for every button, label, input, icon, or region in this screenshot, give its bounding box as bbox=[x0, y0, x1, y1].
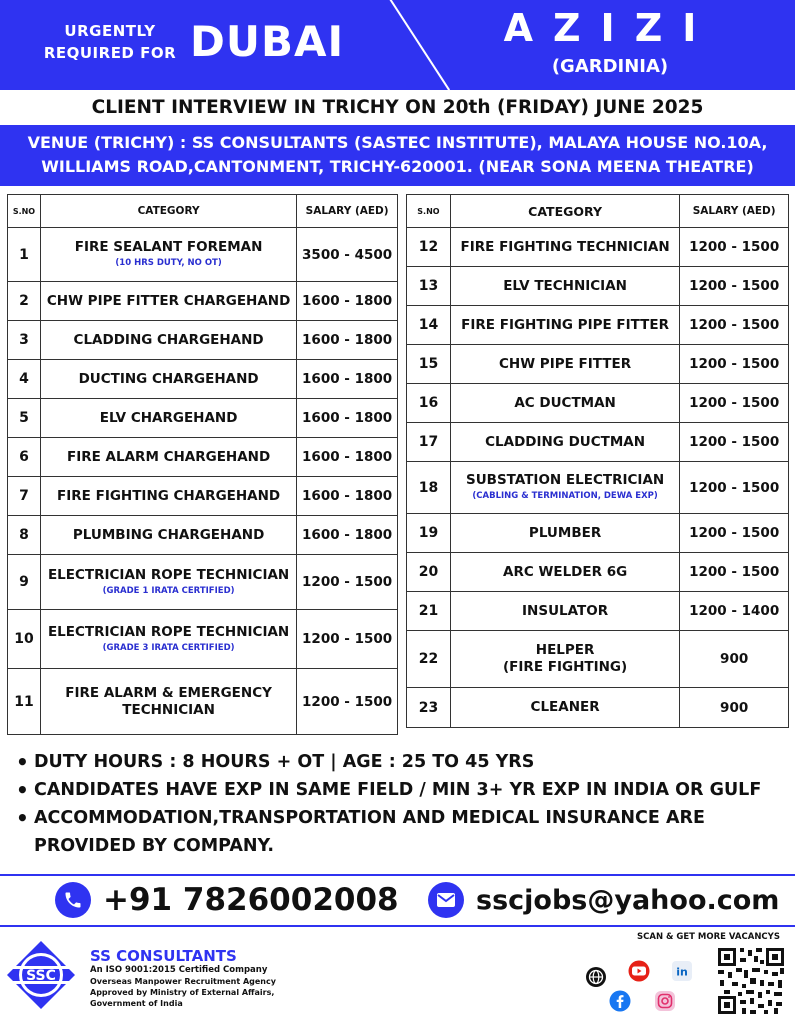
table-row bbox=[8, 669, 398, 735]
category-title: ARC WELDER 6G bbox=[503, 563, 628, 580]
row-category bbox=[40, 555, 296, 610]
row-salary: 1200 - 1500 bbox=[680, 306, 789, 345]
divider-bottom bbox=[0, 925, 795, 927]
category-title: INSULATOR bbox=[522, 602, 609, 619]
category-title: FIRE FIGHTING TECHNICIAN bbox=[460, 238, 670, 255]
row-salary: 1200 - 1500 bbox=[297, 610, 398, 669]
row-category bbox=[40, 516, 296, 555]
row-salary: 900 bbox=[680, 631, 789, 688]
category-title: ELECTRICIAN ROPE TECHNICIAN bbox=[47, 566, 290, 583]
row-salary: 1200 - 1500 bbox=[680, 514, 789, 553]
category-note: (GRADE 1 IRATA CERTIFIED) bbox=[102, 585, 235, 596]
requirement-item: • DUTY HOURS : 8 HOURS + OT | AGE : 25 TO 45 YRS bbox=[14, 748, 784, 776]
table-row bbox=[407, 267, 789, 306]
category-note: (10 HRS DUTY, NO OT) bbox=[115, 258, 222, 268]
globe-icon[interactable] bbox=[585, 966, 607, 988]
sno-header: S.NO bbox=[8, 195, 41, 228]
category-title: FIRE ALARM CHARGEHAND bbox=[66, 448, 271, 465]
row-category bbox=[450, 688, 679, 728]
jobs-table-right bbox=[406, 194, 789, 728]
category-title: CLADDING DUCTMAN bbox=[485, 433, 646, 450]
divider-top bbox=[0, 874, 795, 876]
phone-icon bbox=[55, 882, 91, 918]
row-sno: 2 bbox=[8, 282, 41, 321]
category-header: CATEGORY bbox=[450, 195, 679, 228]
row-category bbox=[40, 669, 296, 735]
instagram-icon[interactable] bbox=[654, 990, 676, 1012]
project-name: (GARDINIA) bbox=[551, 56, 669, 77]
company-name: SS CONSULTANTS bbox=[90, 947, 237, 965]
company-line-1: Overseas Manpower Recruitment Agency bbox=[90, 977, 276, 986]
category-title: CHW PIPE FITTER CHARGEHAND bbox=[46, 292, 291, 309]
row-sno: 22 bbox=[407, 631, 451, 688]
row-category bbox=[40, 399, 296, 438]
category-note: (GRADE 3 IRATA CERTIFIED) bbox=[102, 642, 235, 653]
row-salary: 1200 - 1500 bbox=[297, 669, 398, 735]
row-sno: 18 bbox=[407, 462, 451, 514]
jobs-table-left bbox=[7, 194, 398, 735]
email-address[interactable]: sscjobs@yahoo.com bbox=[476, 884, 780, 916]
category-title: CHW PIPE FITTER bbox=[499, 355, 632, 372]
table-row bbox=[8, 477, 398, 516]
category-title: CLADDING CHARGEHAND bbox=[73, 331, 264, 348]
table-row bbox=[8, 399, 398, 438]
company-line-3: Government of India bbox=[90, 999, 183, 1008]
row-sno: 15 bbox=[407, 345, 451, 384]
facebook-icon[interactable] bbox=[609, 990, 631, 1012]
row-sno: 23 bbox=[407, 688, 451, 728]
row-category bbox=[40, 321, 296, 360]
category-title: HELPER bbox=[535, 642, 595, 658]
scan-caption: SCAN & GET MORE VACANCYS bbox=[637, 932, 780, 942]
table-row bbox=[8, 360, 398, 399]
salary-header: SALARY (AED) bbox=[297, 195, 398, 228]
category-header: CATEGORY bbox=[40, 195, 296, 228]
table-row bbox=[407, 514, 789, 553]
row-sno: 20 bbox=[407, 553, 451, 592]
category-title: PLUMBING CHARGEHAND bbox=[72, 526, 265, 543]
category-title: ELECTRICIAN ROPE TECHNICIAN bbox=[47, 623, 290, 640]
row-category bbox=[450, 228, 679, 267]
row-salary: 1600 - 1800 bbox=[297, 321, 398, 360]
row-sno: 16 bbox=[407, 384, 451, 423]
row-category bbox=[450, 423, 679, 462]
table-row bbox=[407, 306, 789, 345]
required-line-2: REQUIRED FOR bbox=[43, 44, 177, 62]
row-category bbox=[450, 306, 679, 345]
venue-line-1: VENUE (TRICHY) : SS CONSULTANTS (SASTEC INSTITUTE), MALAYA HOUSE NO.10A, bbox=[27, 133, 768, 152]
row-salary: 1200 - 1500 bbox=[680, 384, 789, 423]
venue-line-2: WILLIAMS ROAD,CANTONMENT, TRICHY-620001. (NEAR SONA MEENA THEATRE) bbox=[41, 157, 754, 176]
row-salary: 1200 - 1500 bbox=[680, 267, 789, 306]
row-sno: 10 bbox=[8, 610, 41, 669]
table-header-row bbox=[407, 195, 789, 228]
row-salary: 1600 - 1800 bbox=[297, 360, 398, 399]
salary-header: SALARY (AED) bbox=[680, 195, 789, 228]
row-category bbox=[40, 228, 296, 282]
client-name: AZIZI bbox=[503, 6, 717, 50]
category-title: DUCTING CHARGEHAND bbox=[78, 370, 259, 387]
table-row bbox=[407, 345, 789, 384]
row-salary: 1200 - 1500 bbox=[680, 345, 789, 384]
category-title: PLUMBER bbox=[528, 524, 602, 541]
company-iso: An ISO 9001:2015 Certified Company bbox=[90, 965, 268, 975]
category-title: FIRE SEALANT FOREMAN bbox=[74, 239, 263, 255]
svg-text:in: in bbox=[676, 965, 688, 979]
qr-code-icon[interactable] bbox=[716, 946, 786, 1016]
row-sno: 11 bbox=[8, 669, 41, 735]
row-sno: 8 bbox=[8, 516, 41, 555]
category-title: FIRE FIGHTING CHARGEHAND bbox=[57, 487, 281, 504]
venue-banner bbox=[0, 125, 795, 186]
mail-icon bbox=[428, 882, 464, 918]
row-sno: 1 bbox=[8, 228, 41, 282]
row-category bbox=[40, 477, 296, 516]
requirement-item: • CANDIDATES HAVE EXP IN SAME FIELD / MIN 3+ YR EXP IN INDIA OR GULF bbox=[14, 776, 784, 804]
row-salary: 3500 - 4500 bbox=[297, 228, 398, 282]
phone-number[interactable]: +91 7826002008 bbox=[103, 882, 399, 918]
row-sno: 12 bbox=[407, 228, 451, 267]
sno-header: S.NO bbox=[407, 195, 451, 228]
row-salary: 1200 - 1500 bbox=[680, 462, 789, 514]
table-row bbox=[8, 516, 398, 555]
table-row bbox=[8, 228, 398, 282]
category-title: ELV CHARGEHAND bbox=[99, 409, 238, 426]
table-row bbox=[407, 423, 789, 462]
table-row bbox=[8, 438, 398, 477]
row-salary: 1600 - 1800 bbox=[297, 516, 398, 555]
table-header-row bbox=[8, 195, 398, 228]
row-sno: 21 bbox=[407, 592, 451, 631]
requirement-item: • ACCOMMODATION,TRANSPORTATION AND MEDICAL INSURANCE ARE PROVIDED BY COMPANY. bbox=[14, 804, 784, 860]
table-row bbox=[407, 631, 789, 688]
row-salary: 1600 - 1800 bbox=[297, 477, 398, 516]
table-row bbox=[407, 553, 789, 592]
category-title: CLEANER bbox=[530, 699, 600, 715]
category-title: SUBSTATION ELECTRICIAN bbox=[465, 472, 665, 488]
row-category bbox=[450, 514, 679, 553]
table-row bbox=[407, 384, 789, 423]
row-sno: 7 bbox=[8, 477, 41, 516]
row-category bbox=[450, 345, 679, 384]
row-salary: 1200 - 1500 bbox=[297, 555, 398, 610]
table-row bbox=[407, 462, 789, 514]
row-category bbox=[450, 267, 679, 306]
row-sno: 3 bbox=[8, 321, 41, 360]
row-sno: 19 bbox=[407, 514, 451, 553]
table-row bbox=[407, 592, 789, 631]
table-row bbox=[8, 610, 398, 669]
phone-contact[interactable] bbox=[55, 880, 399, 920]
requirements-list bbox=[14, 748, 784, 860]
row-salary: 1600 - 1800 bbox=[297, 438, 398, 477]
row-sno: 6 bbox=[8, 438, 41, 477]
urgently-required-label bbox=[40, 20, 180, 64]
row-category bbox=[40, 610, 296, 669]
row-salary: 1200 - 1500 bbox=[680, 423, 789, 462]
row-sno: 17 bbox=[407, 423, 451, 462]
company-info bbox=[90, 947, 276, 1009]
table-row bbox=[8, 282, 398, 321]
row-salary: 900 bbox=[680, 688, 789, 728]
row-salary: 1600 - 1800 bbox=[297, 282, 398, 321]
table-row bbox=[407, 228, 789, 267]
interview-announcement: CLIENT INTERVIEW IN TRICHY ON 20th (FRIDAY) JUNE 2025 bbox=[91, 97, 704, 118]
logo-text: SSC bbox=[26, 968, 56, 984]
row-salary: 1200 - 1500 bbox=[680, 553, 789, 592]
category-title: AC DUCTMAN bbox=[514, 394, 616, 411]
destination-city: DUBAI bbox=[190, 17, 345, 66]
row-category bbox=[450, 631, 679, 688]
category-title: FIRE ALARM & EMERGENCY TECHNICIAN bbox=[65, 684, 272, 718]
row-category bbox=[40, 282, 296, 321]
email-contact[interactable] bbox=[428, 880, 779, 920]
youtube-icon[interactable] bbox=[628, 960, 650, 982]
row-category bbox=[450, 462, 679, 514]
category-title: ELV TECHNICIAN bbox=[503, 277, 627, 294]
company-line-2: Approved by Ministry of External Affairs, bbox=[90, 988, 275, 997]
row-category bbox=[450, 384, 679, 423]
row-salary: 1200 - 1400 bbox=[680, 592, 789, 631]
category-note: (CABLING & TERMINATION, DEWA EXP) bbox=[472, 491, 658, 501]
row-salary: 1600 - 1800 bbox=[297, 399, 398, 438]
linkedin-icon[interactable] bbox=[671, 960, 693, 982]
row-salary: 1200 - 1500 bbox=[680, 228, 789, 267]
row-category bbox=[40, 438, 296, 477]
row-category bbox=[450, 553, 679, 592]
row-category bbox=[40, 360, 296, 399]
row-sno: 5 bbox=[8, 399, 41, 438]
row-sno: 14 bbox=[407, 306, 451, 345]
row-sno: 4 bbox=[8, 360, 41, 399]
category-subtitle: (FIRE FIGHTING) bbox=[503, 659, 628, 675]
row-category bbox=[450, 592, 679, 631]
company-logo bbox=[4, 938, 78, 1012]
table-row bbox=[8, 321, 398, 360]
row-sno: 9 bbox=[8, 555, 41, 610]
category-title: FIRE FIGHTING PIPE FITTER bbox=[461, 316, 669, 333]
required-line-1: URGENTLY bbox=[64, 22, 156, 40]
row-sno: 13 bbox=[407, 267, 451, 306]
header-banner bbox=[0, 0, 795, 90]
table-row bbox=[407, 688, 789, 728]
table-row bbox=[8, 555, 398, 610]
